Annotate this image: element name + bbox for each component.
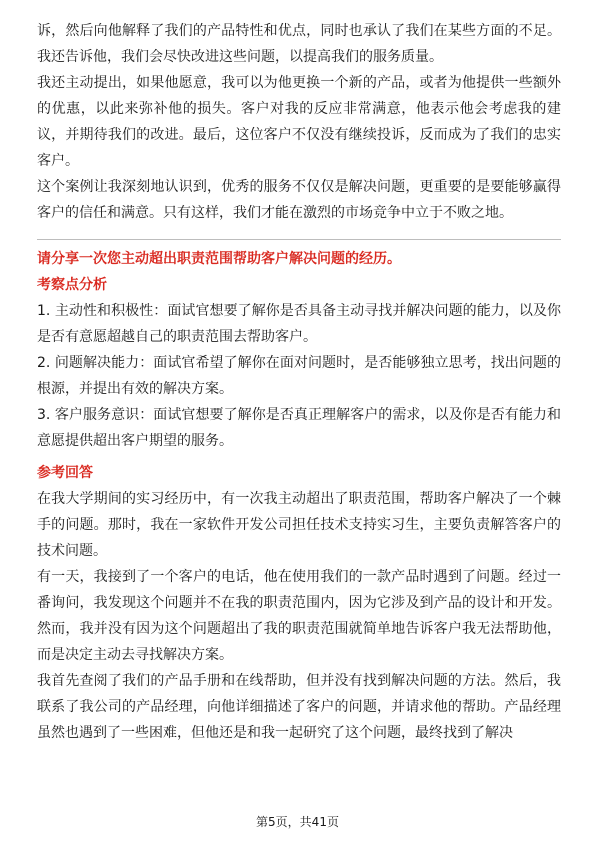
section-divider (37, 239, 561, 240)
intro-paragraph-2: 我还主动提出，如果他愿意，我可以为他更换一个新的产品，或者为他提供一些额外的优惠，以此来弥补他的损失。客户对我的反应非常满意，他表示他会考虑我的建议，并期待我们的改进。最后，这位客户不仅没有继续投诉，反而成为了我们的忠实客户。 (37, 75, 561, 169)
analysis-item-2: 2. 问题解决能力：面试官希望了解你在面对问题时，是否能够独立思考，找出问题的根源，并提出有效的解决方案。 (37, 355, 561, 397)
analysis-item-3: 3. 客户服务意识：面试官想要了解你是否真正理解客户的需求，以及你是否有能力和意愿提供超出客户期望的服务。 (37, 407, 561, 449)
analysis-title: 考察点分析 (37, 277, 107, 293)
answer-paragraph-2: 有一天，我接到了一个客户的电话，他在使用我们的一款产品时遇到了问题。经过一番询问，我发现这个问题并不在我的职责范围内，因为它涉及到产品的设计和开发。然而，我并没有因为这个问题超出了我的职责范围就简单地告诉客户我无法帮助他，而是决定主动去寻找解决方案。 (37, 569, 561, 663)
answer-paragraph-3: 我首先查阅了我们的产品手册和在线帮助，但并没有找到解决问题的方法。然后，我联系了我公司的产品经理，向他详细描述了客户的问题，并请求他的帮助。产品经理虽然也遇到了一些困难，但他还是和我一起研究了这个问题，最终找到了解决 (37, 673, 561, 741)
analysis-item-1: 1. 主动性和积极性：面试官想要了解你是否具备主动寻找并解决问题的能力，以及你是否有意愿超越自己的职责范围去帮助客户。 (37, 303, 561, 345)
answer-paragraph-1: 在我大学期间的实习经历中，有一次我主动超出了职责范围，帮助客户解决了一个棘手的问题。那时，我在一家软件开发公司担任技术支持实习生，主要负责解答客户的技术问题。 (37, 491, 561, 559)
intro-paragraph-3: 这个案例让我深刻地认识到，优秀的服务不仅仅是解决问题，更重要的是要能够赢得客户的信任和满意。只有这样，我们才能在激烈的市场竞争中立于不败之地。 (37, 179, 561, 221)
question-heading: 请分享一次您主动超出职责范围帮助客户解决问题的经历。 (37, 251, 401, 267)
page-number-footer: 第5页，共41页 (256, 815, 339, 829)
answer-title: 参考回答 (37, 465, 93, 481)
intro-paragraph-1: 诉，然后向他解释了我们的产品特性和优点，同时也承认了我们在某些方面的不足。我还告诉他，我们会尽快改进这些问题，以提高我们的服务质量。 (37, 23, 561, 65)
document-page (37, 18, 561, 746)
